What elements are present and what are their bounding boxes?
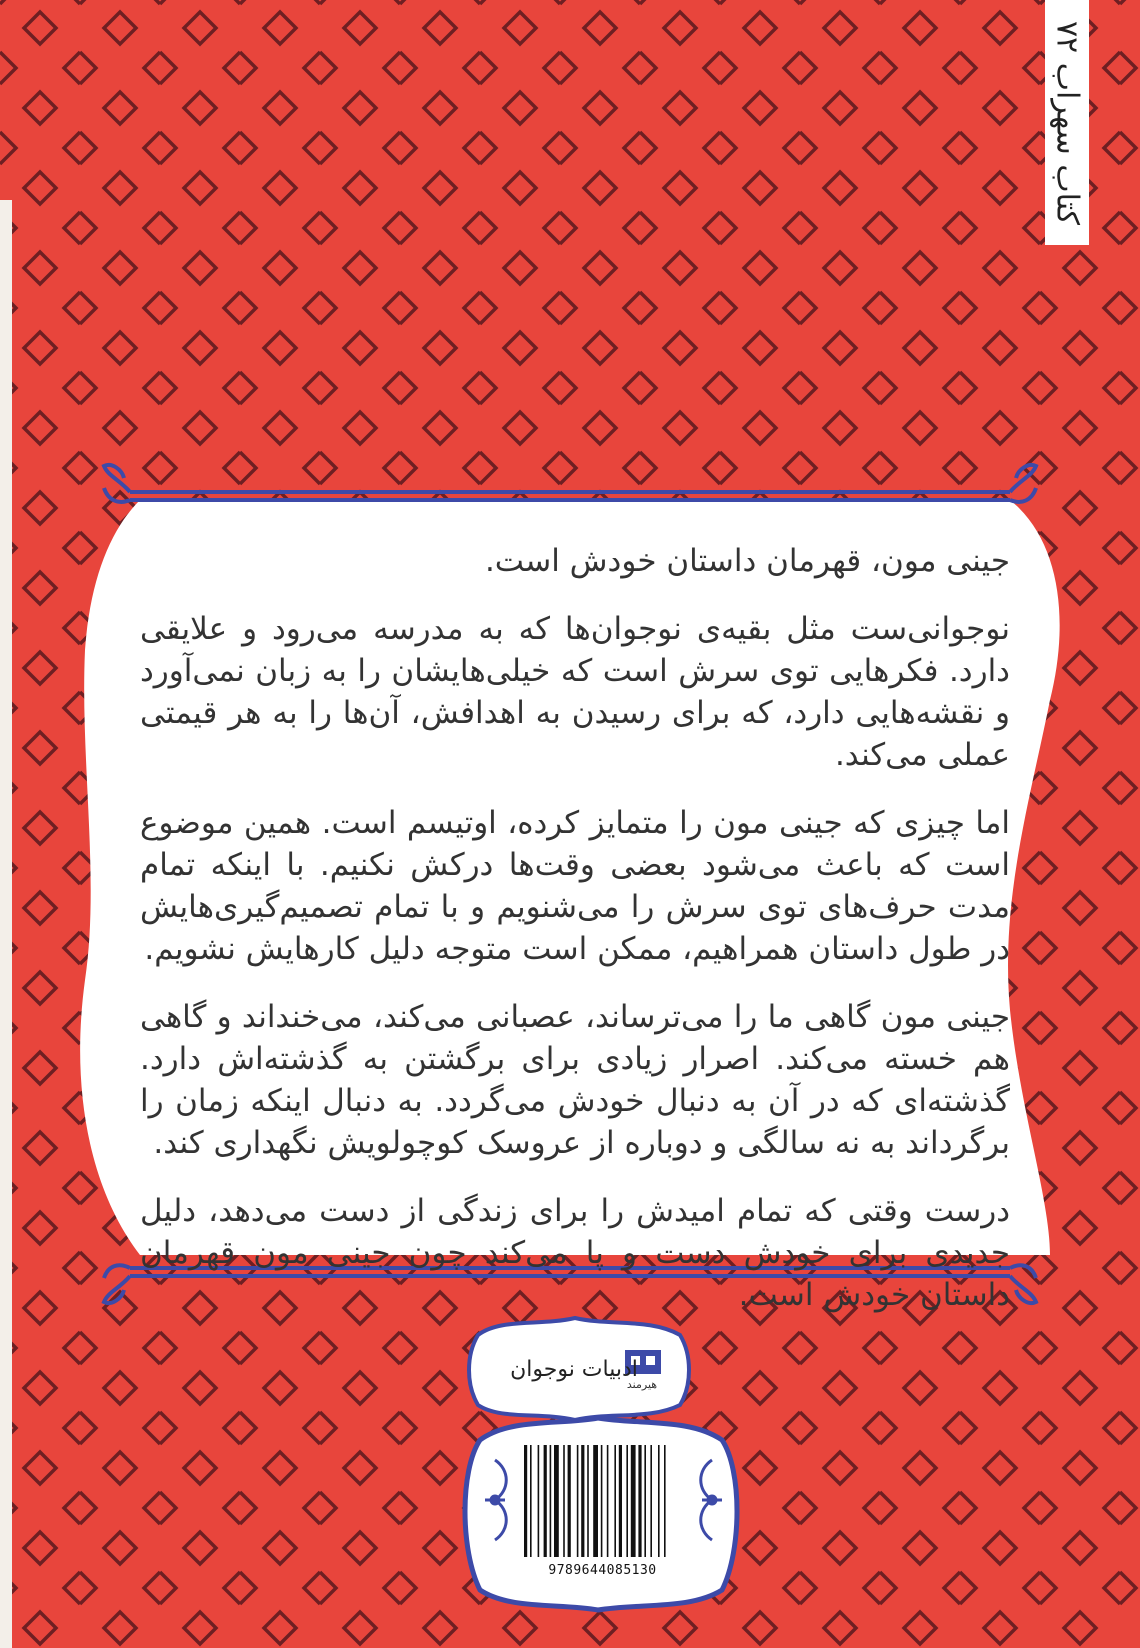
barcode-bar <box>587 1445 589 1557</box>
barcode-bar <box>664 1445 666 1557</box>
barcode-bar <box>650 1445 652 1557</box>
genre-label: ادبیات نوجوان <box>510 1357 638 1382</box>
barcode-bar <box>631 1445 636 1557</box>
blurb-text <box>140 540 1010 1342</box>
series-label-box <box>1045 0 1089 245</box>
left-spine-strip <box>0 200 12 1648</box>
barcode-bar <box>550 1445 552 1557</box>
barcode-bar <box>658 1445 660 1557</box>
barcode-bar <box>538 1445 540 1557</box>
barcode-bar <box>554 1445 559 1557</box>
barcode-bar <box>601 1445 603 1557</box>
barcode-bar <box>563 1445 565 1557</box>
blurb-paragraph: جینی مون، قهرمان داستان خودش است. <box>484 543 1010 579</box>
barcode-bar <box>626 1445 628 1557</box>
blurb-paragraph: جینی مون گاهی ما را می‌ترساند، عصبانی می‌کند، می‌خنداند و گاهی هم خسته می‌کند. اصرار زیادی برای برگشتن به گذشته‌اش دارد. گذشته‌ای که در آن به دنبال خودش می‌گردد. به دنبال اینکه زمان را برگرداند به نه سالگی و دوباره از عروسک کوچولویش نگهداری کند. <box>140 999 1010 1161</box>
isbn-number: 9789644085130 <box>548 1563 657 1578</box>
publisher-name: هیرمند <box>626 1378 658 1391</box>
blurb-paragraph: اما چیزی که جینی مون را متمایز کرده، اوتیسم است. همین موضوع است که باعث می‌شود بعضی وقت‌ها درکش نکنیم. با اینکه تمام مدت حرف‌های توی سرش را می‌شنویم و با تمام تصمیم‌گیری‌هایش در طول داستان همراهیم، ممکن است متوجه دلیل کارهایش نشویم. <box>140 805 1010 967</box>
barcode-bar <box>568 1445 571 1557</box>
barcode-bar <box>581 1445 584 1557</box>
barcode-bar <box>593 1445 598 1557</box>
barcode-bar <box>644 1445 646 1557</box>
barcode-bar <box>524 1445 527 1557</box>
barcode-bar <box>530 1445 532 1557</box>
barcode-bar <box>619 1445 622 1557</box>
barcode-bar <box>577 1445 579 1557</box>
barcode-bar <box>544 1445 547 1557</box>
barcode-bar <box>638 1445 641 1557</box>
barcode-bar <box>607 1445 609 1557</box>
series-label: کتاب سهراب ۷۲ <box>1049 20 1085 225</box>
blurb-paragraph: نوجوانی‌ست مثل بقیه‌ی نوجوان‌ها که به مدرسه می‌رود و علایقی دارد. فکرهایی توی سرش است که خیلی‌هایشان را به زبان نمی‌آورد و نقشه‌هایی دارد، که برای رسیدن به اهدافش، آن‌ها را به هر قیمتی عملی می‌کند. <box>140 611 1010 773</box>
blurb-paragraph: درست وقتی که تمام امیدش را برای زندگی از دست می‌دهد، دلیل جدیدی برای خودش دست و پا می‌کند چون جینی مون قهرمان داستان خودش است. <box>140 1193 1010 1313</box>
barcode-bar <box>614 1445 616 1557</box>
